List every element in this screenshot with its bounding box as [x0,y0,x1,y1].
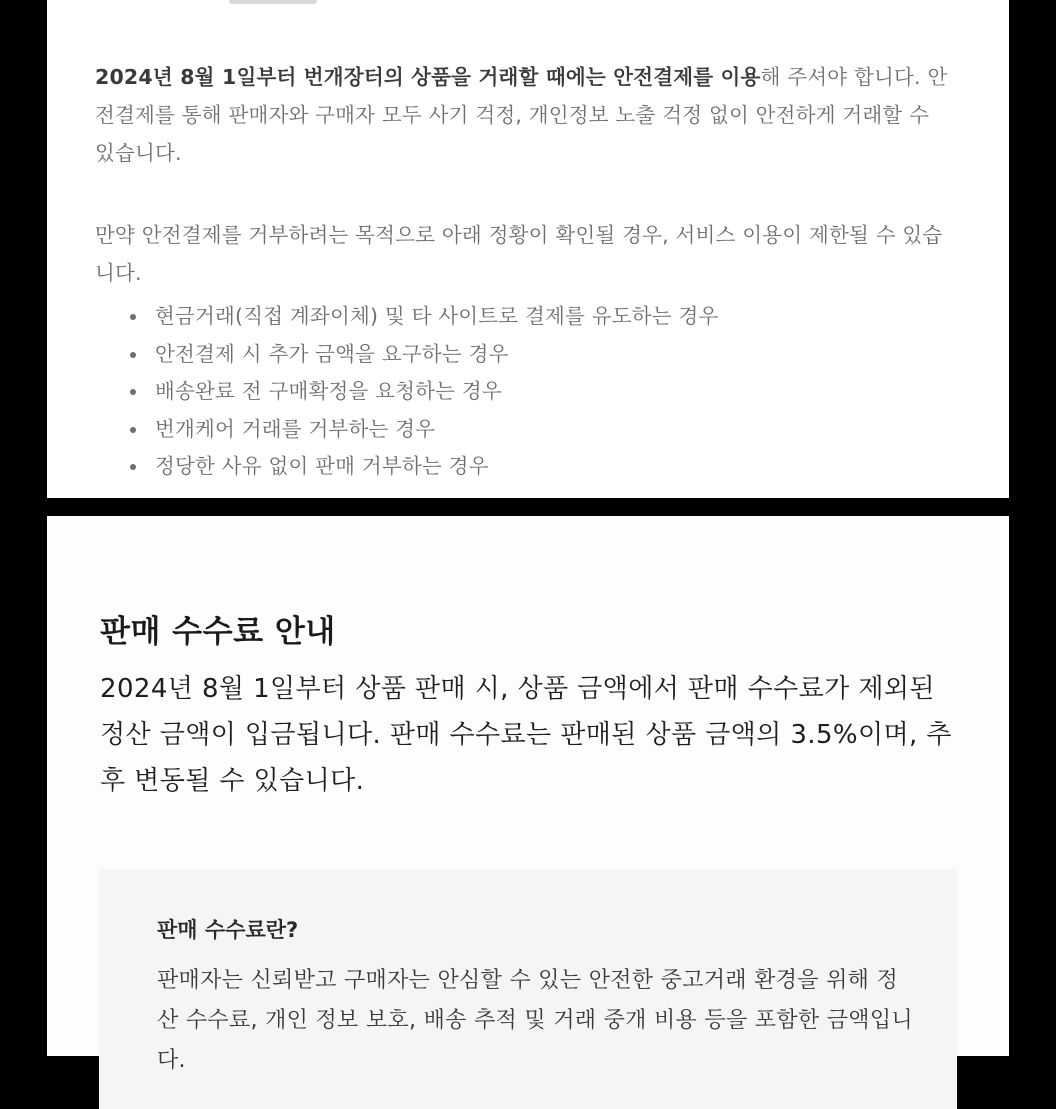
restriction-list [95,298,955,486]
notice-bold-text: 2024년 8월 1일부터 번개장터의 상품을 거래할 때에는 안전결제를 이용 [95,65,761,89]
fee-info-box [99,869,957,1109]
list-item-text: 배송완료 전 구매확정을 요청하는 경우 [155,379,502,403]
info-box-title: 판매 수수료란? [157,918,299,942]
list-item [95,336,955,374]
bullet-icon [130,464,136,470]
bullet-icon [130,314,136,320]
list-item-text: 번개케어 거래를 거부하는 경우 [155,416,436,441]
list-item [95,373,955,411]
bullet-icon [130,427,136,433]
fee-description: 2024년 8월 1일부터 상품 판매 시, 상품 금액에서 판매 수수료가 제외된 정산 금액이 입금됩니다. 판매 수수료는 판매된 상품 금액의 3.5%이며, 추후 변동될 수 있습니다. [100,674,952,796]
list-item [95,411,955,449]
list-item [95,298,955,336]
notice-rest-text: 해 주셔야 합니다. 안전결제를 통해 판매자와 구매자 모두 사기 걱정, 개인정보 노출 걱정 없이 안전하게 거래할 수 있습니다. [95,65,948,165]
list-item-text: 정당한 사유 없이 판매 거부하는 경우 [155,454,489,478]
list-item-text: 현금거래(직접 계좌이체) 및 타 사이트로 결제를 유도하는 경우 [155,304,719,328]
sales-fee-panel [47,516,1009,1073]
info-box-text: 판매자는 신뢰받고 구매자는 안심할 수 있는 안전한 중고거래 환경을 위해 정산 수수료, 개인 정보 보호, 배송 추적 및 거래 중개 비용 등을 포함한 금액입니다. [157,968,913,1073]
restriction-warning: 만약 안전결제를 거부하려는 목적으로 아래 정황이 확인될 경우, 서비스 이용이 제한될 수 있습니다. [95,223,943,285]
safe-payment-notice [95,58,955,172]
list-item-text: 안전결제 시 추가 금액을 요구하는 경우 [155,341,509,366]
page-title: 판매 수수료 안내 [100,614,336,650]
bullet-icon [130,352,136,358]
bullet-icon [130,389,136,395]
safe-payment-notice-panel [47,0,1009,498]
list-item [95,448,955,486]
cropped-top-element [229,0,317,4]
